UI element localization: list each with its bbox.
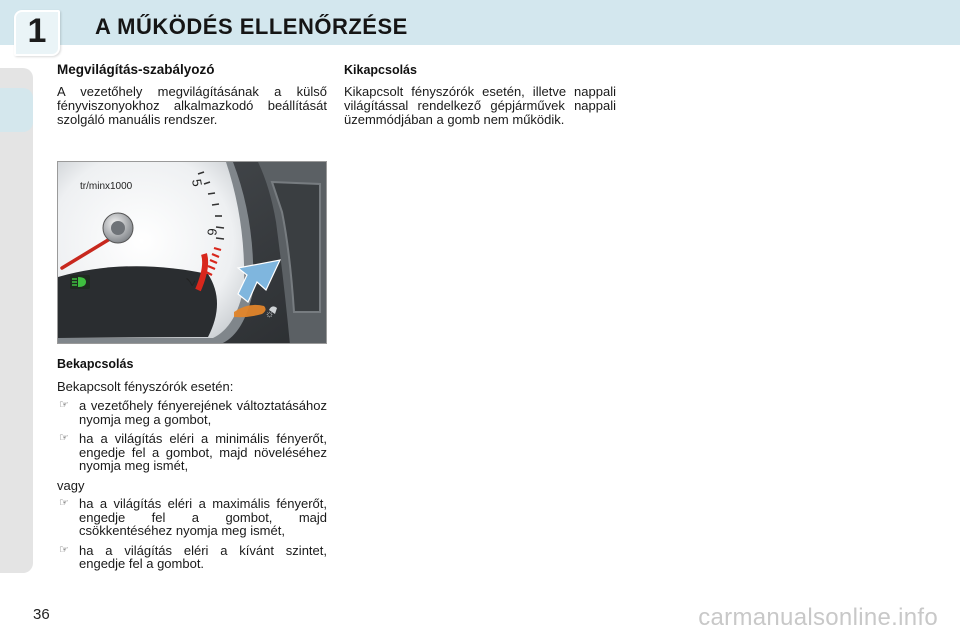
switch-off-paragraph: Kikapcsolt fényszórók esetén, illetve nappali világítással rendelkező gépjárművek nappali üzemmódjában a gomb nem működik. — [344, 84, 616, 127]
switch-off-section — [344, 63, 616, 133]
page-title: A MŰKÖDÉS ELLENŐRZÉSE — [95, 14, 408, 39]
connector-text: vagy — [57, 477, 85, 493]
left-column-intro — [57, 63, 327, 133]
list-item — [57, 544, 327, 571]
pointing-finger-icon: ☞ — [59, 497, 69, 509]
list-item-text: ha a világítás eléri a minimális fényerőt, engedje fel a gombot, majd növeléséhez nyomja meg ismét, — [79, 431, 327, 473]
tick-label-6: 6 — [204, 227, 220, 237]
instruction-list-b — [57, 497, 327, 571]
list-item — [57, 432, 327, 473]
page-number: 36 — [33, 606, 50, 623]
gauge-unit-label: tr/minx1000 — [80, 181, 133, 192]
chapter-number: 1 — [27, 12, 47, 50]
section-heading: Megvilágítás-szabályozó — [57, 62, 215, 77]
list-item-text: ha a világítás eléri a maximális fényerőt, engedje fel a gombot, majd csökkentéséhez nyomja meg ismét, — [79, 496, 327, 538]
list-item — [57, 497, 327, 538]
headlamp-indicator-icon — [70, 275, 90, 289]
pointing-finger-icon: ☞ — [59, 543, 69, 556]
instruction-list-a — [57, 399, 327, 473]
pointing-finger-icon: ☞ — [59, 399, 69, 411]
list-item — [57, 399, 327, 426]
watermark: carmanualsonline.info — [698, 604, 938, 631]
side-strip-accent — [0, 88, 33, 132]
list-item-text: a vezetőhely fényerejének változtatásához nyomja meg a gombot, — [79, 398, 327, 427]
tick-label-5: 5 — [189, 177, 206, 188]
svg-text:☼: ☼ — [265, 309, 275, 320]
list-item-text: ha a világítás eléri a kívánt szintet, engedje fel a gombot. — [79, 542, 327, 571]
side-strip — [0, 68, 33, 573]
switch-on-heading: Bekapcsolás — [57, 357, 134, 371]
dashboard-illustration — [57, 161, 327, 344]
pointing-finger-icon: ☞ — [59, 432, 69, 444]
intro-paragraph: A vezetőhely megvilágításának a külső fényviszonyokhoz alkalmazkodó beállítását szolgáló manuális rendszer. — [57, 84, 327, 127]
switch-off-heading: Kikapcsolás — [344, 63, 417, 77]
switch-on-section — [57, 358, 327, 577]
instrument-cluster-image — [58, 162, 327, 344]
tick-label-7: 7 — [181, 274, 199, 289]
switch-on-lead: Bekapcsolt fényszórók esetén: — [57, 378, 234, 394]
